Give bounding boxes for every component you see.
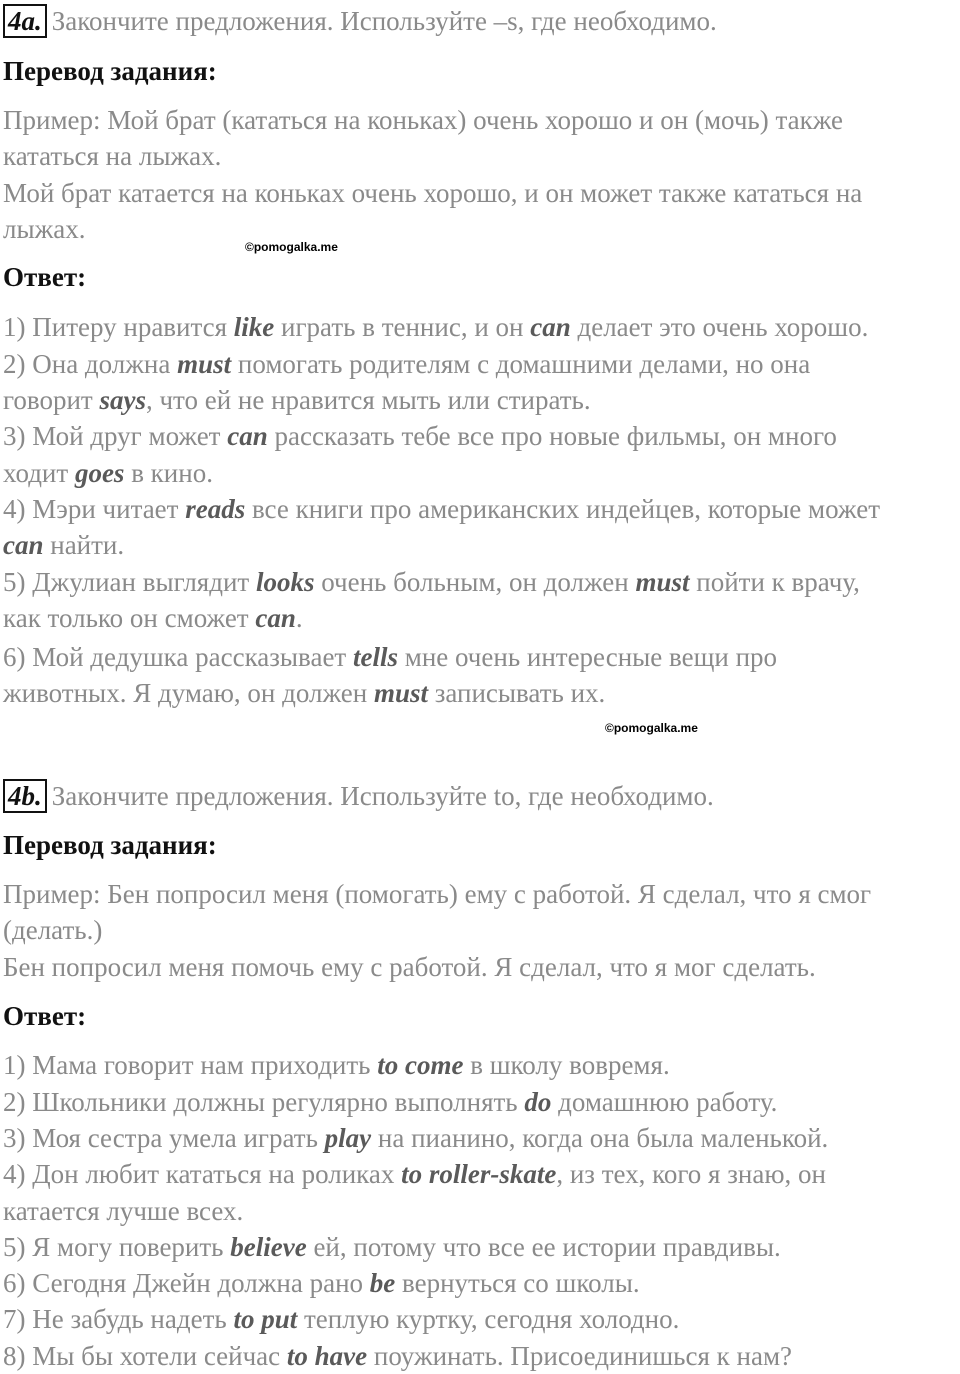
answer-text: делает это очень хорошо. bbox=[570, 312, 869, 342]
answer-word: to roller-skate bbox=[401, 1159, 557, 1189]
answer-text: мне очень интересные вещи про bbox=[397, 642, 778, 672]
answer-line bbox=[3, 527, 124, 563]
answer-line bbox=[3, 346, 810, 382]
answer-line bbox=[3, 455, 213, 491]
answer-text: в кино. bbox=[124, 458, 213, 488]
answer-word: tells bbox=[352, 642, 398, 672]
answer-word: can bbox=[255, 603, 296, 633]
answer-text: ходит bbox=[3, 458, 75, 488]
answer-line bbox=[3, 1156, 826, 1192]
example-line: Мой брат катается на коньках очень хорошо, и он может также кататься на bbox=[3, 178, 863, 208]
example-line: лыжах. bbox=[3, 214, 86, 244]
answer-heading-4b: Ответ: bbox=[3, 1001, 87, 1031]
answer-word: must bbox=[177, 349, 232, 379]
answer-text: 5) Я могу поверить bbox=[3, 1232, 231, 1262]
task-text-4a: Закончите предложения. Используйте –s, где необходимо. bbox=[51, 6, 717, 36]
answer-text: рассказать тебе все про новые фильмы, он много bbox=[267, 421, 837, 451]
answer-text: катается лучше всех. bbox=[3, 1196, 244, 1226]
answer-word: like bbox=[233, 312, 275, 342]
answer-word: must bbox=[635, 567, 690, 597]
answer-text: домашнюю работу. bbox=[551, 1087, 778, 1117]
task-text-4b: Закончите предложения. Используйте to, где необходимо. bbox=[51, 781, 714, 811]
answer-text: записывать их. bbox=[427, 678, 606, 708]
answer-line bbox=[3, 600, 303, 636]
answer-text: все книги про американских индейцев, которые может bbox=[245, 494, 880, 524]
answer-text: 2) Школьники должны регулярно выполнять bbox=[3, 1087, 525, 1117]
example-line: (делать.) bbox=[3, 915, 103, 945]
answer-word: to have bbox=[286, 1341, 368, 1371]
answer-text: 2) Она должна bbox=[3, 349, 178, 379]
answer-text: , что ей не нравится мыть или стирать. bbox=[145, 385, 591, 415]
answer-text: 3) Мой друг может bbox=[3, 421, 228, 451]
answer-word: play bbox=[324, 1123, 372, 1153]
answer-text: играть в теннис, и он bbox=[274, 312, 531, 342]
answer-word: reads bbox=[185, 494, 246, 524]
answer-line bbox=[3, 639, 777, 675]
answer-word: says bbox=[99, 385, 146, 415]
example-line: Пример: Мой брат (кататься на коньках) очень хорошо и он (мочь) также bbox=[3, 105, 843, 135]
answer-heading-4a: Ответ: bbox=[3, 262, 87, 292]
answer-text: 8) Мы бы хотели сейчас bbox=[3, 1341, 287, 1371]
example-line: кататься на лыжах. bbox=[3, 141, 222, 171]
task-4b bbox=[3, 778, 714, 814]
answer-line bbox=[3, 382, 591, 418]
answer-text: найти. bbox=[43, 530, 125, 560]
answer-word: can bbox=[227, 421, 268, 451]
answer-text: теплую куртку, сегодня холодно. bbox=[297, 1304, 680, 1334]
answer-line bbox=[3, 1265, 640, 1301]
answer-line bbox=[3, 491, 880, 527]
answer-word: to put bbox=[233, 1304, 298, 1334]
answer-word: looks bbox=[255, 567, 315, 597]
answer-text: 6) Мой дедушка рассказывает bbox=[3, 642, 353, 672]
answer-line bbox=[3, 1120, 828, 1156]
watermark: ©pomogalka.me bbox=[245, 240, 338, 254]
answer-text: поужинать. Присоединишься к нам? bbox=[367, 1341, 793, 1371]
answer-word: must bbox=[373, 678, 428, 708]
answer-text: 4) Дон любит кататься на роликах bbox=[3, 1159, 402, 1189]
answer-line bbox=[3, 1193, 243, 1229]
answer-text: , из тех, кого я знаю, он bbox=[556, 1159, 826, 1189]
answer-text: пойти к врачу, bbox=[689, 567, 860, 597]
answer-word: can bbox=[3, 530, 44, 560]
task-tag-4b: 4b. bbox=[3, 779, 47, 813]
answer-text: 6) Сегодня Джейн должна рано bbox=[3, 1268, 370, 1298]
answer-text: 7) Не забудь надеть bbox=[3, 1304, 234, 1334]
answer-text: ей, потому что все ее истории правдивы. bbox=[306, 1232, 781, 1262]
answer-text: как только он сможет bbox=[3, 603, 256, 633]
answer-line bbox=[3, 675, 605, 711]
answer-text: вернуться со школы. bbox=[395, 1268, 640, 1298]
answer-text: 1) Питеру нравится bbox=[3, 312, 234, 342]
answer-text: на пианино, когда она была маленькой. bbox=[371, 1123, 829, 1153]
answer-text: животных. Я думаю, он должен bbox=[3, 678, 374, 708]
answer-text: 4) Мэри читает bbox=[3, 494, 186, 524]
answer-word: do bbox=[524, 1087, 552, 1117]
answer-word: be bbox=[369, 1268, 396, 1298]
watermark: ©pomogalka.me bbox=[605, 721, 698, 735]
translation-heading-4b: Перевод задания: bbox=[3, 830, 217, 860]
example-line: Пример: Бен попросил меня (помогать) ему с работой. Я сделал, что я смог bbox=[3, 879, 872, 909]
translation-heading-4a: Перевод задания: bbox=[3, 56, 217, 86]
answer-word: goes bbox=[74, 458, 125, 488]
answer-line bbox=[3, 1047, 670, 1083]
answer-line bbox=[3, 1338, 792, 1374]
answer-word: believe bbox=[230, 1232, 307, 1262]
task-4a bbox=[3, 3, 717, 39]
answer-text: 1) Мама говорит нам приходить bbox=[3, 1050, 378, 1080]
answer-line bbox=[3, 1229, 781, 1265]
answer-line bbox=[3, 1301, 679, 1337]
answer-text: . bbox=[295, 603, 303, 633]
answer-text: в школу вовремя. bbox=[463, 1050, 670, 1080]
answer-line bbox=[3, 418, 837, 454]
answer-text: 3) Моя сестра умела играть bbox=[3, 1123, 325, 1153]
answer-line bbox=[3, 1084, 777, 1120]
answer-text: помогать родителям с домашними делами, но она bbox=[231, 349, 811, 379]
answer-text: 5) Джулиан выглядит bbox=[3, 567, 256, 597]
answer-text: говорит bbox=[3, 385, 100, 415]
example-line: Бен попросил меня помочь ему с работой. Я сделал, что я мог сделать. bbox=[3, 952, 816, 982]
answer-line bbox=[3, 564, 860, 600]
task-tag-4a: 4a. bbox=[3, 4, 47, 38]
answer-word: to come bbox=[377, 1050, 464, 1080]
answer-line bbox=[3, 309, 868, 345]
answer-word: can bbox=[530, 312, 571, 342]
answer-text: очень больным, он должен bbox=[314, 567, 636, 597]
